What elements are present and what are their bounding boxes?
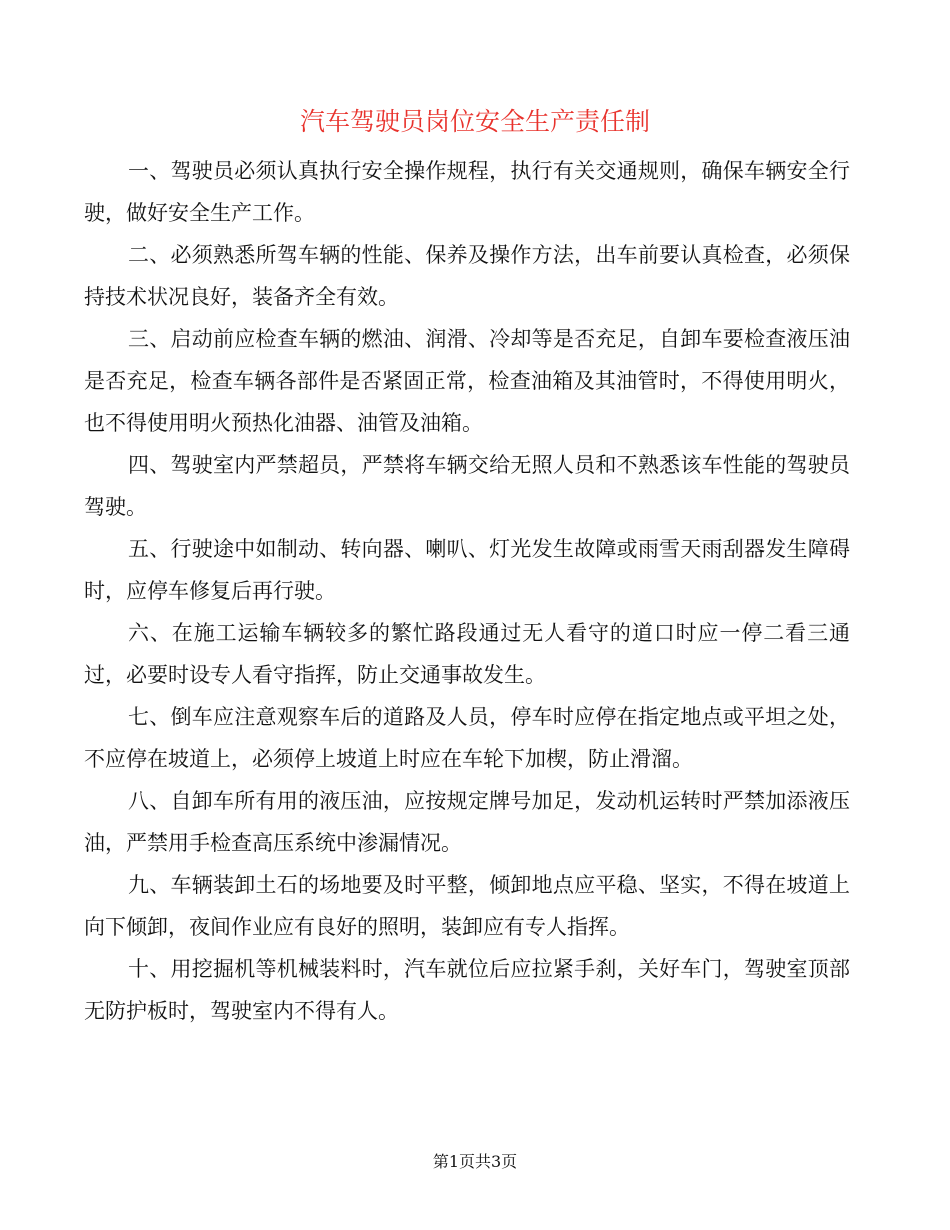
paragraph-6: 六、在施工运输车辆较多的繁忙路段通过无人看守的道口时应一停二看三通过，必要时设专人看守指挥，防止交通事故发生。 xyxy=(84,621,850,687)
document-body xyxy=(84,150,850,1032)
document-title: 汽车驾驶员岗位安全生产责任制 xyxy=(299,107,650,136)
paragraph-7: 七、倒车应注意观察车后的道路及人员，停车时应停在指定地点或平坦之处，不应停在坡道上，必须停上坡道上时应在车轮下加楔，防止滑溜。 xyxy=(84,705,850,771)
paragraph-1: 一、驾驶员必须认真执行安全操作规程，执行有关交通规则，确保车辆安全行驶，做好安全生产工作。 xyxy=(84,159,850,225)
paragraph-8: 八、自卸车所有用的液压油，应按规定牌号加足，发动机运转时严禁加添液压油，严禁用手检查高压系统中渗漏情况。 xyxy=(84,789,850,855)
paragraph-4: 四、驾驶室内严禁超员，严禁将车辆交给无照人员和不熟悉该车性能的驾驶员驾驶。 xyxy=(84,453,850,519)
paragraph-9: 九、车辆装卸土石的场地要及时平整，倾卸地点应平稳、坚实，不得在坡道上向下倾卸，夜间作业应有良好的照明，装卸应有专人指挥。 xyxy=(84,873,850,939)
paragraph-10: 十、用挖掘机等机械装料时，汽车就位后应拉紧手刹，关好车门，驾驶室顶部无防护板时，驾驶室内不得有人。 xyxy=(84,957,850,1023)
page-number-footer: 第1页共3页 xyxy=(432,1152,518,1171)
paragraph-3: 三、启动前应检查车辆的燃油、润滑、冷却等是否充足，自卸车要检查液压油是否充足，检查车辆各部件是否紧固正常，检查油箱及其油管时，不得使用明火，也不得使用明火预热化油器、油管及油箱。 xyxy=(84,327,850,435)
paragraph-2: 二、必须熟悉所驾车辆的性能、保养及操作方法，出车前要认真检查，必须保持技术状况良好，装备齐全有效。 xyxy=(84,243,850,309)
paragraph-5: 五、行驶途中如制动、转向器、喇叭、灯光发生故障或雨雪天雨刮器发生障碍时，应停车修复后再行驶。 xyxy=(84,537,850,603)
